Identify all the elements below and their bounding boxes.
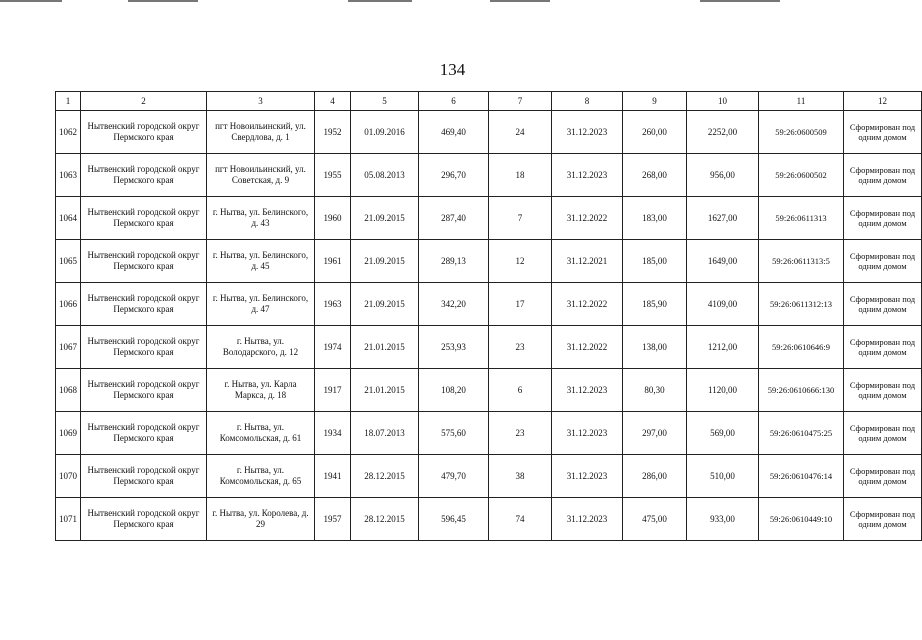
cadastral-number-cell: 59:26:0610476:14 (759, 455, 844, 498)
scan-edge-line (0, 0, 62, 2)
living-area-cell: 268,00 (623, 154, 687, 197)
status-cell: Сформирован под одним домом (844, 455, 922, 498)
deadline-cell: 31.12.2022 (552, 197, 623, 240)
scan-edge-line (490, 0, 550, 2)
year-built-cell: 1952 (315, 111, 351, 154)
living-area-cell: 183,00 (623, 197, 687, 240)
column-header-1: 1 (56, 92, 81, 111)
land-area-cell: 1627,00 (687, 197, 759, 240)
address-cell: пгт Новоильинский, ул. Советская, д. 9 (207, 154, 315, 197)
year-built-cell: 1917 (315, 369, 351, 412)
date-cell: 21.01.2015 (351, 369, 419, 412)
cadastral-number-cell: 59:26:0611312:13 (759, 283, 844, 326)
year-built-cell: 1955 (315, 154, 351, 197)
row-number-cell: 1063 (56, 154, 81, 197)
status-cell: Сформирован под одним домом (844, 498, 922, 541)
municipality-cell: Нытвенский городской округ Пермского края (81, 369, 207, 412)
land-area-cell: 1120,00 (687, 369, 759, 412)
residents-cell: 23 (489, 326, 552, 369)
column-header-2: 2 (81, 92, 207, 111)
scan-edge-line (348, 0, 412, 2)
deadline-cell: 31.12.2022 (552, 283, 623, 326)
table-row (56, 154, 922, 197)
land-area-cell: 1649,00 (687, 240, 759, 283)
row-number-cell: 1062 (56, 111, 81, 154)
date-cell: 21.09.2015 (351, 283, 419, 326)
year-built-cell: 1963 (315, 283, 351, 326)
column-header-3: 3 (207, 92, 315, 111)
cadastral-number-cell: 59:26:0610475:25 (759, 412, 844, 455)
row-number-cell: 1065 (56, 240, 81, 283)
living-area-cell: 286,00 (623, 455, 687, 498)
deadline-cell: 31.12.2023 (552, 455, 623, 498)
table-row (56, 455, 922, 498)
area-cell: 108,20 (419, 369, 489, 412)
status-cell: Сформирован под одним домом (844, 326, 922, 369)
status-cell: Сформирован под одним домом (844, 283, 922, 326)
date-cell: 21.01.2015 (351, 326, 419, 369)
address-cell: г. Нытва, ул. Карла Маркса, д. 18 (207, 369, 315, 412)
table-row (56, 498, 922, 541)
municipality-cell: Нытвенский городской округ Пермского края (81, 412, 207, 455)
column-header-6: 6 (419, 92, 489, 111)
status-cell: Сформирован под одним домом (844, 154, 922, 197)
deadline-cell: 31.12.2023 (552, 111, 623, 154)
column-header-8: 8 (552, 92, 623, 111)
year-built-cell: 1941 (315, 455, 351, 498)
deadline-cell: 31.12.2021 (552, 240, 623, 283)
year-built-cell: 1961 (315, 240, 351, 283)
land-area-cell: 956,00 (687, 154, 759, 197)
column-header-4: 4 (315, 92, 351, 111)
address-cell: г. Нытва, ул. Володарского, д. 12 (207, 326, 315, 369)
status-cell: Сформирован под одним домом (844, 111, 922, 154)
residents-cell: 38 (489, 455, 552, 498)
registry-table (55, 91, 922, 541)
date-cell: 01.09.2016 (351, 111, 419, 154)
municipality-cell: Нытвенский городской округ Пермского края (81, 111, 207, 154)
row-number-cell: 1068 (56, 369, 81, 412)
row-number-cell: 1064 (56, 197, 81, 240)
page-number: 134 (439, 60, 466, 79)
cadastral-number-cell: 59:26:0610666:130 (759, 369, 844, 412)
municipality-cell: Нытвенский городской округ Пермского края (81, 283, 207, 326)
cadastral-number-cell: 59:26:0610449:10 (759, 498, 844, 541)
municipality-cell: Нытвенский городской округ Пермского края (81, 154, 207, 197)
table-row (56, 111, 922, 154)
living-area-cell: 260,00 (623, 111, 687, 154)
date-cell: 21.09.2015 (351, 240, 419, 283)
table-row (56, 197, 922, 240)
column-header-7: 7 (489, 92, 552, 111)
living-area-cell: 185,90 (623, 283, 687, 326)
deadline-cell: 31.12.2023 (552, 498, 623, 541)
address-cell: г. Нытва, ул. Белинского, д. 43 (207, 197, 315, 240)
deadline-cell: 31.12.2023 (552, 412, 623, 455)
column-header-12: 12 (844, 92, 922, 111)
year-built-cell: 1960 (315, 197, 351, 240)
scan-edge-line (700, 0, 780, 2)
column-header-5: 5 (351, 92, 419, 111)
residents-cell: 12 (489, 240, 552, 283)
cadastral-number-cell: 59:26:0600502 (759, 154, 844, 197)
table-row (56, 240, 922, 283)
table-row (56, 326, 922, 369)
residents-cell: 74 (489, 498, 552, 541)
land-area-cell: 1212,00 (687, 326, 759, 369)
table-row (56, 412, 922, 455)
area-cell: 253,93 (419, 326, 489, 369)
header-row (56, 92, 922, 111)
residents-cell: 23 (489, 412, 552, 455)
year-built-cell: 1974 (315, 326, 351, 369)
address-cell: пгт Новоильинский, ул. Свердлова, д. 1 (207, 111, 315, 154)
living-area-cell: 185,00 (623, 240, 687, 283)
land-area-cell: 933,00 (687, 498, 759, 541)
address-cell: г. Нытва, ул. Белинского, д. 45 (207, 240, 315, 283)
row-number-cell: 1070 (56, 455, 81, 498)
date-cell: 18.07.2013 (351, 412, 419, 455)
area-cell: 575,60 (419, 412, 489, 455)
date-cell: 05.08.2013 (351, 154, 419, 197)
residents-cell: 7 (489, 197, 552, 240)
residents-cell: 24 (489, 111, 552, 154)
residents-cell: 6 (489, 369, 552, 412)
deadline-cell: 31.12.2023 (552, 369, 623, 412)
area-cell: 479,70 (419, 455, 489, 498)
area-cell: 342,20 (419, 283, 489, 326)
status-cell: Сформирован под одним домом (844, 197, 922, 240)
deadline-cell: 31.12.2022 (552, 326, 623, 369)
municipality-cell: Нытвенский городской округ Пермского края (81, 240, 207, 283)
date-cell: 21.09.2015 (351, 197, 419, 240)
column-header-9: 9 (623, 92, 687, 111)
status-cell: Сформирован под одним домом (844, 412, 922, 455)
land-area-cell: 2252,00 (687, 111, 759, 154)
living-area-cell: 297,00 (623, 412, 687, 455)
area-cell: 469,40 (419, 111, 489, 154)
row-number-cell: 1071 (56, 498, 81, 541)
table-row (56, 283, 922, 326)
land-area-cell: 510,00 (687, 455, 759, 498)
living-area-cell: 138,00 (623, 326, 687, 369)
address-cell: г. Нытва, ул. Комсомольская, д. 65 (207, 455, 315, 498)
table-row (56, 369, 922, 412)
area-cell: 296,70 (419, 154, 489, 197)
column-header-11: 11 (759, 92, 844, 111)
row-number-cell: 1069 (56, 412, 81, 455)
date-cell: 28.12.2015 (351, 455, 419, 498)
column-header-10: 10 (687, 92, 759, 111)
year-built-cell: 1934 (315, 412, 351, 455)
municipality-cell: Нытвенский городской округ Пермского края (81, 197, 207, 240)
land-area-cell: 4109,00 (687, 283, 759, 326)
row-number-cell: 1066 (56, 283, 81, 326)
address-cell: г. Нытва, ул. Белинского, д. 47 (207, 283, 315, 326)
cadastral-number-cell: 59:26:0611313:5 (759, 240, 844, 283)
year-built-cell: 1957 (315, 498, 351, 541)
date-cell: 28.12.2015 (351, 498, 419, 541)
scan-edge-line (128, 0, 198, 2)
status-cell: Сформирован под одним домом (844, 240, 922, 283)
status-cell: Сформирован под одним домом (844, 369, 922, 412)
cadastral-number-cell: 59:26:0611313 (759, 197, 844, 240)
area-cell: 596,45 (419, 498, 489, 541)
municipality-cell: Нытвенский городской округ Пермского края (81, 455, 207, 498)
address-cell: г. Нытва, ул. Комсомольская, д. 61 (207, 412, 315, 455)
cadastral-number-cell: 59:26:0600509 (759, 111, 844, 154)
municipality-cell: Нытвенский городской округ Пермского края (81, 326, 207, 369)
living-area-cell: 80,30 (623, 369, 687, 412)
residents-cell: 17 (489, 283, 552, 326)
land-area-cell: 569,00 (687, 412, 759, 455)
area-cell: 287,40 (419, 197, 489, 240)
living-area-cell: 475,00 (623, 498, 687, 541)
row-number-cell: 1067 (56, 326, 81, 369)
cadastral-number-cell: 59:26:0610646:9 (759, 326, 844, 369)
municipality-cell: Нытвенский городской округ Пермского края (81, 498, 207, 541)
residents-cell: 18 (489, 154, 552, 197)
deadline-cell: 31.12.2023 (552, 154, 623, 197)
address-cell: г. Нытва, ул. Королева, д. 29 (207, 498, 315, 541)
area-cell: 289,13 (419, 240, 489, 283)
